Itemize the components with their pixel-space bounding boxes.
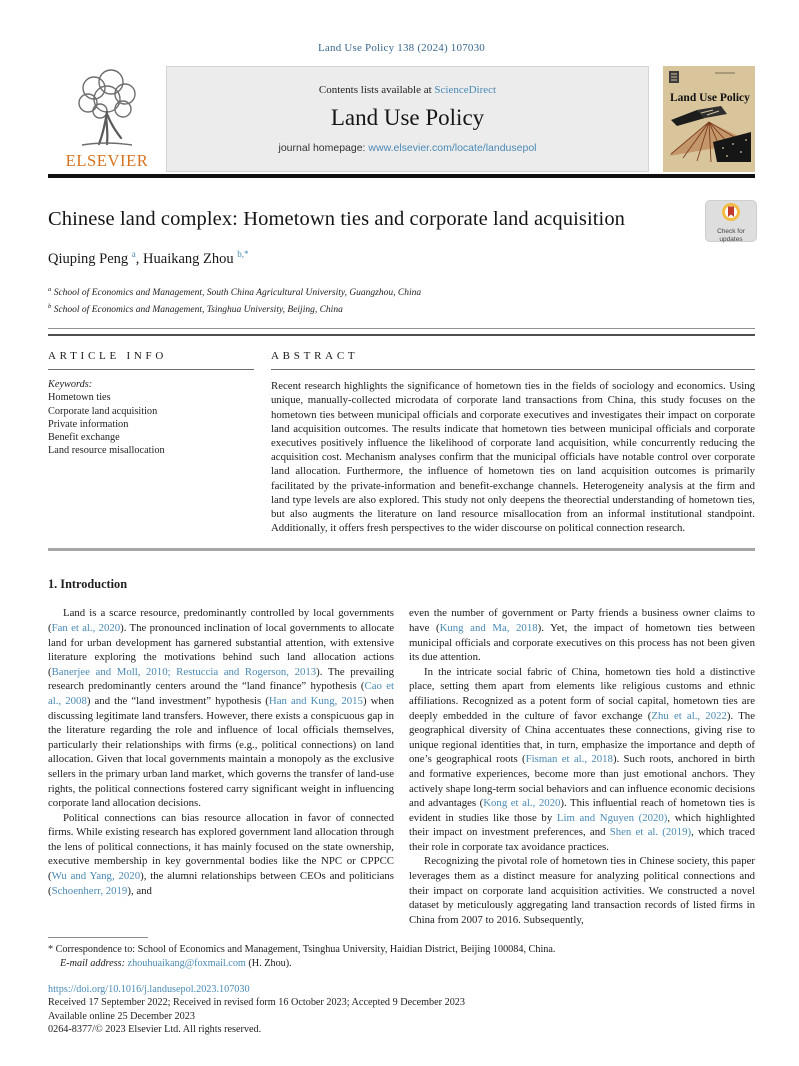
info-abstract-section bbox=[48, 336, 755, 535]
inline-link[interactable]: Cao et al., 2008 bbox=[48, 680, 394, 707]
inline-link[interactable]: Han and Kung, 2015 bbox=[268, 694, 363, 707]
inline-link[interactable]: Zhu et al., 2022 bbox=[651, 709, 727, 722]
abstract-text: Recent research highlights the significance of hometown ties in the fields of sociology and economics. Using unique, manually-collected microdata of corporate land transactions from China, this study focuses on the hometown ties between municipal officials and corporate executives and investigates their impact on corporate land acquisition outcomes. The results indicate that hometown ties between municipal officials and corporate executives positively influence the likelihood of corporate land acquisition, while concurrently reducing the acquisition cost. Mechanism analyses confirm that the municipal officials have notable control over corporate land allocation. Furthermore, the influence of hometown ties on land acquisition outcomes is primarily facilitated by the private-information and benefit-exchange channels. Heterogeneity analysis at the firm and land type levels are also explored. This study not only deepens the theorectial understanding of hometown ties, but also augments the literature on land resource misallocation from an informal institutional standpoint. Additionally, it offers fresh perspectives to the wider discourse on political connection research. bbox=[271, 380, 755, 535]
affiliation-a: $^a$ School of Economics and Management, South China Agricultural University, Guangzhou, China bbox=[48, 285, 422, 298]
paragraph: even the number of government or Party friends a business owner claims to have (Kung and Ma, 2018). Yet, the impact of hometown ties between municipal officials and corporate executives on this process has not been given its due attention. bbox=[409, 607, 755, 664]
right-column bbox=[409, 606, 755, 927]
inline-link[interactable]: Lim and Nguyen (2020) bbox=[556, 811, 668, 824]
keyword: Benefit exchange bbox=[48, 431, 120, 443]
email-note: E-mail address: zhouhuaikang@foxmail.com (H. Zhou). bbox=[60, 957, 292, 969]
left-column bbox=[48, 606, 394, 927]
journal-cover-thumbnail[interactable] bbox=[663, 66, 755, 172]
abstract-heading: ABSTRACT bbox=[271, 336, 755, 370]
paragraph: Political connections can bias resource allocation in favor of connected firms. While existing research has explored government land allocation through the lens of political connections, it has mainly focused on the state ownership, executive membership in key governmental bodies like the NPC or CPPCC (Wu and Yang, 2020), the alumni relationships between CEOs and politicians (Schoenherr, 2019), and bbox=[48, 811, 394, 897]
section-divider bbox=[48, 548, 755, 551]
footnote-divider bbox=[48, 937, 148, 938]
inline-link[interactable]: www.elsevier.com/locate/landusepol bbox=[368, 142, 537, 154]
inline-link[interactable]: zhouhuaikang@foxmail.com bbox=[127, 957, 246, 969]
text-segment: b bbox=[48, 302, 52, 310]
contents-line: Contents lists available at ScienceDirect bbox=[318, 84, 497, 96]
badge-label: Check for updates bbox=[717, 228, 745, 243]
check-for-updates-badge[interactable] bbox=[705, 200, 757, 242]
keyword: Corporate land acquisition bbox=[48, 405, 158, 417]
journal-title: Land Use Policy bbox=[330, 105, 485, 130]
inline-link[interactable]: ScienceDirect bbox=[434, 84, 497, 96]
masthead bbox=[48, 66, 755, 172]
keyword: Hometown ties bbox=[48, 392, 111, 404]
inline-link[interactable]: Fisman et al., 2018 bbox=[525, 753, 613, 766]
bookmark-icon bbox=[721, 202, 741, 227]
elsevier-wordmark: ELSEVIER bbox=[65, 151, 149, 170]
text-segment: b,* bbox=[237, 249, 249, 259]
inline-link[interactable]: Banerjee and Moll, 2010; Restuccia and Rogerson, 2013 bbox=[51, 665, 317, 678]
article-info-heading: ARTICLE INFO bbox=[48, 336, 254, 370]
doi-link[interactable]: https://doi.org/10.1016/j.landusepol.2023.107030 bbox=[48, 984, 250, 996]
author-list: Qiuping Peng $^a$, Huaikang Zhou $^{b,*}$ bbox=[48, 249, 249, 267]
journal-citation: Land Use Policy 138 (2024) 107030 bbox=[318, 42, 485, 54]
correspondence-note: * Correspondence to: School of Economics and Management, Tsinghua University, Haidian District, Beijing 100084, China. bbox=[48, 944, 556, 956]
issn-copyright: 0264-8377/© 2023 Elsevier Ltd. All rights reserved. bbox=[48, 1023, 262, 1035]
text-segment: a bbox=[131, 249, 136, 259]
homepage-line: journal homepage: www.elsevier.com/locate/landusepol bbox=[278, 142, 537, 154]
elsevier-tree-icon bbox=[64, 68, 150, 153]
inline-link[interactable]: Kung and Ma, 2018 bbox=[439, 621, 538, 634]
keywords-label: Keywords: bbox=[48, 379, 93, 391]
elsevier-logo[interactable] bbox=[48, 66, 166, 172]
inline-link[interactable]: Shen et al. (2019) bbox=[609, 826, 692, 839]
introduction-body bbox=[48, 606, 755, 927]
paragraph: Land is a scarce resource, predominantly controlled by local governments (Fan et al., 2020). The pronounced inclination of local governments to allocate land for urban development has garnered substantial attention, with extensive literature exploring the motivations behind such land allocation actions (Banerjee and Moll, 2010; Restuccia and Rogerson, 2013). The prevailing research predominantly centers around the “land finance” hypothesis (Cao et al., 2008) and the “land investment” hypothesis (Han and Kung, 2015) when discussing legitimate land transfers. However, there exists a conspicuous gap in the literature regarding the role and influence of local officials themselves, particularly their relationships with firms (e.g., political connections) on land allocation. Given that local governments maintain a monopoly as the exclusive sellers in the primary urban land market, which governs the transfer of land-use rights, the political connections fostered carry significant weight in influencing corporate land allocation decisions. bbox=[48, 607, 394, 810]
inline-link[interactable]: Schoenherr, 2019 bbox=[51, 884, 128, 897]
text-segment: E-mail address: bbox=[60, 957, 128, 969]
journal-banner bbox=[166, 66, 649, 172]
affiliations bbox=[48, 283, 755, 317]
article-title: Chinese land complex: Hometown ties and corporate land acquisition bbox=[48, 208, 626, 230]
text-segment: a bbox=[48, 285, 52, 293]
article-metadata bbox=[48, 983, 755, 1036]
inline-link[interactable]: Fan et al., 2020 bbox=[51, 621, 121, 634]
received-dates: Received 17 September 2022; Received in revised form 16 October 2023; Accepted 9 December 2023 bbox=[48, 997, 465, 1009]
divider-thin bbox=[48, 328, 755, 329]
introduction-heading: 1. Introduction bbox=[48, 577, 128, 592]
keyword: Land resource misallocation bbox=[48, 445, 165, 457]
paragraph: Recognizing the pivotal role of hometown ties in Chinese society, this paper leverages them as a distinct measure for analyzing political connections and their impact on corporate land acquisition activities. We constructed a novel dataset by meticulously aggregating land transaction records of listed firms in China from 2007 to 2016. Subsequently, bbox=[409, 855, 755, 926]
cover-title: Land Use Policy bbox=[670, 92, 750, 104]
paragraph: In the intricate social fabric of China, hometown ties hold a distinctive place, setting them apart from elements like religious customs and ethnic affiliations. Recognized as a potent form of social capital, hometown ties are deeply embedded in the culture of favor exchange (Zhu et al., 2022). The geographical diversity of China accentuates these connections, giving rise to unique regional identities that, in turn, emphasize the importance and depth of one’s geographical roots (Fisman et al., 2018). Such roots, anchored in birth and formative experiences, become more than just emotional anchors. They actively shape long-term social behaviors and can influence economic decisions and advantages (Kong et al., 2020). This influential reach of hometown ties is evident in studies like those by Lim and Nguyen (2020), which highlighted their impact on investment preferences, and Shen et al. (2019), which traced their role in corporate tax avoidance practices. bbox=[409, 665, 756, 853]
affiliation-b: $^b$ School of Economics and Management, Tsinghua University, Beijing, China bbox=[48, 302, 343, 316]
keyword: Private information bbox=[48, 418, 129, 430]
inline-link[interactable]: Kong et al., 2020 bbox=[483, 797, 561, 810]
available-online: Available online 25 December 2023 bbox=[48, 1010, 195, 1022]
masthead-divider bbox=[48, 174, 755, 178]
inline-link[interactable]: Wu and Yang, 2020 bbox=[51, 870, 141, 883]
